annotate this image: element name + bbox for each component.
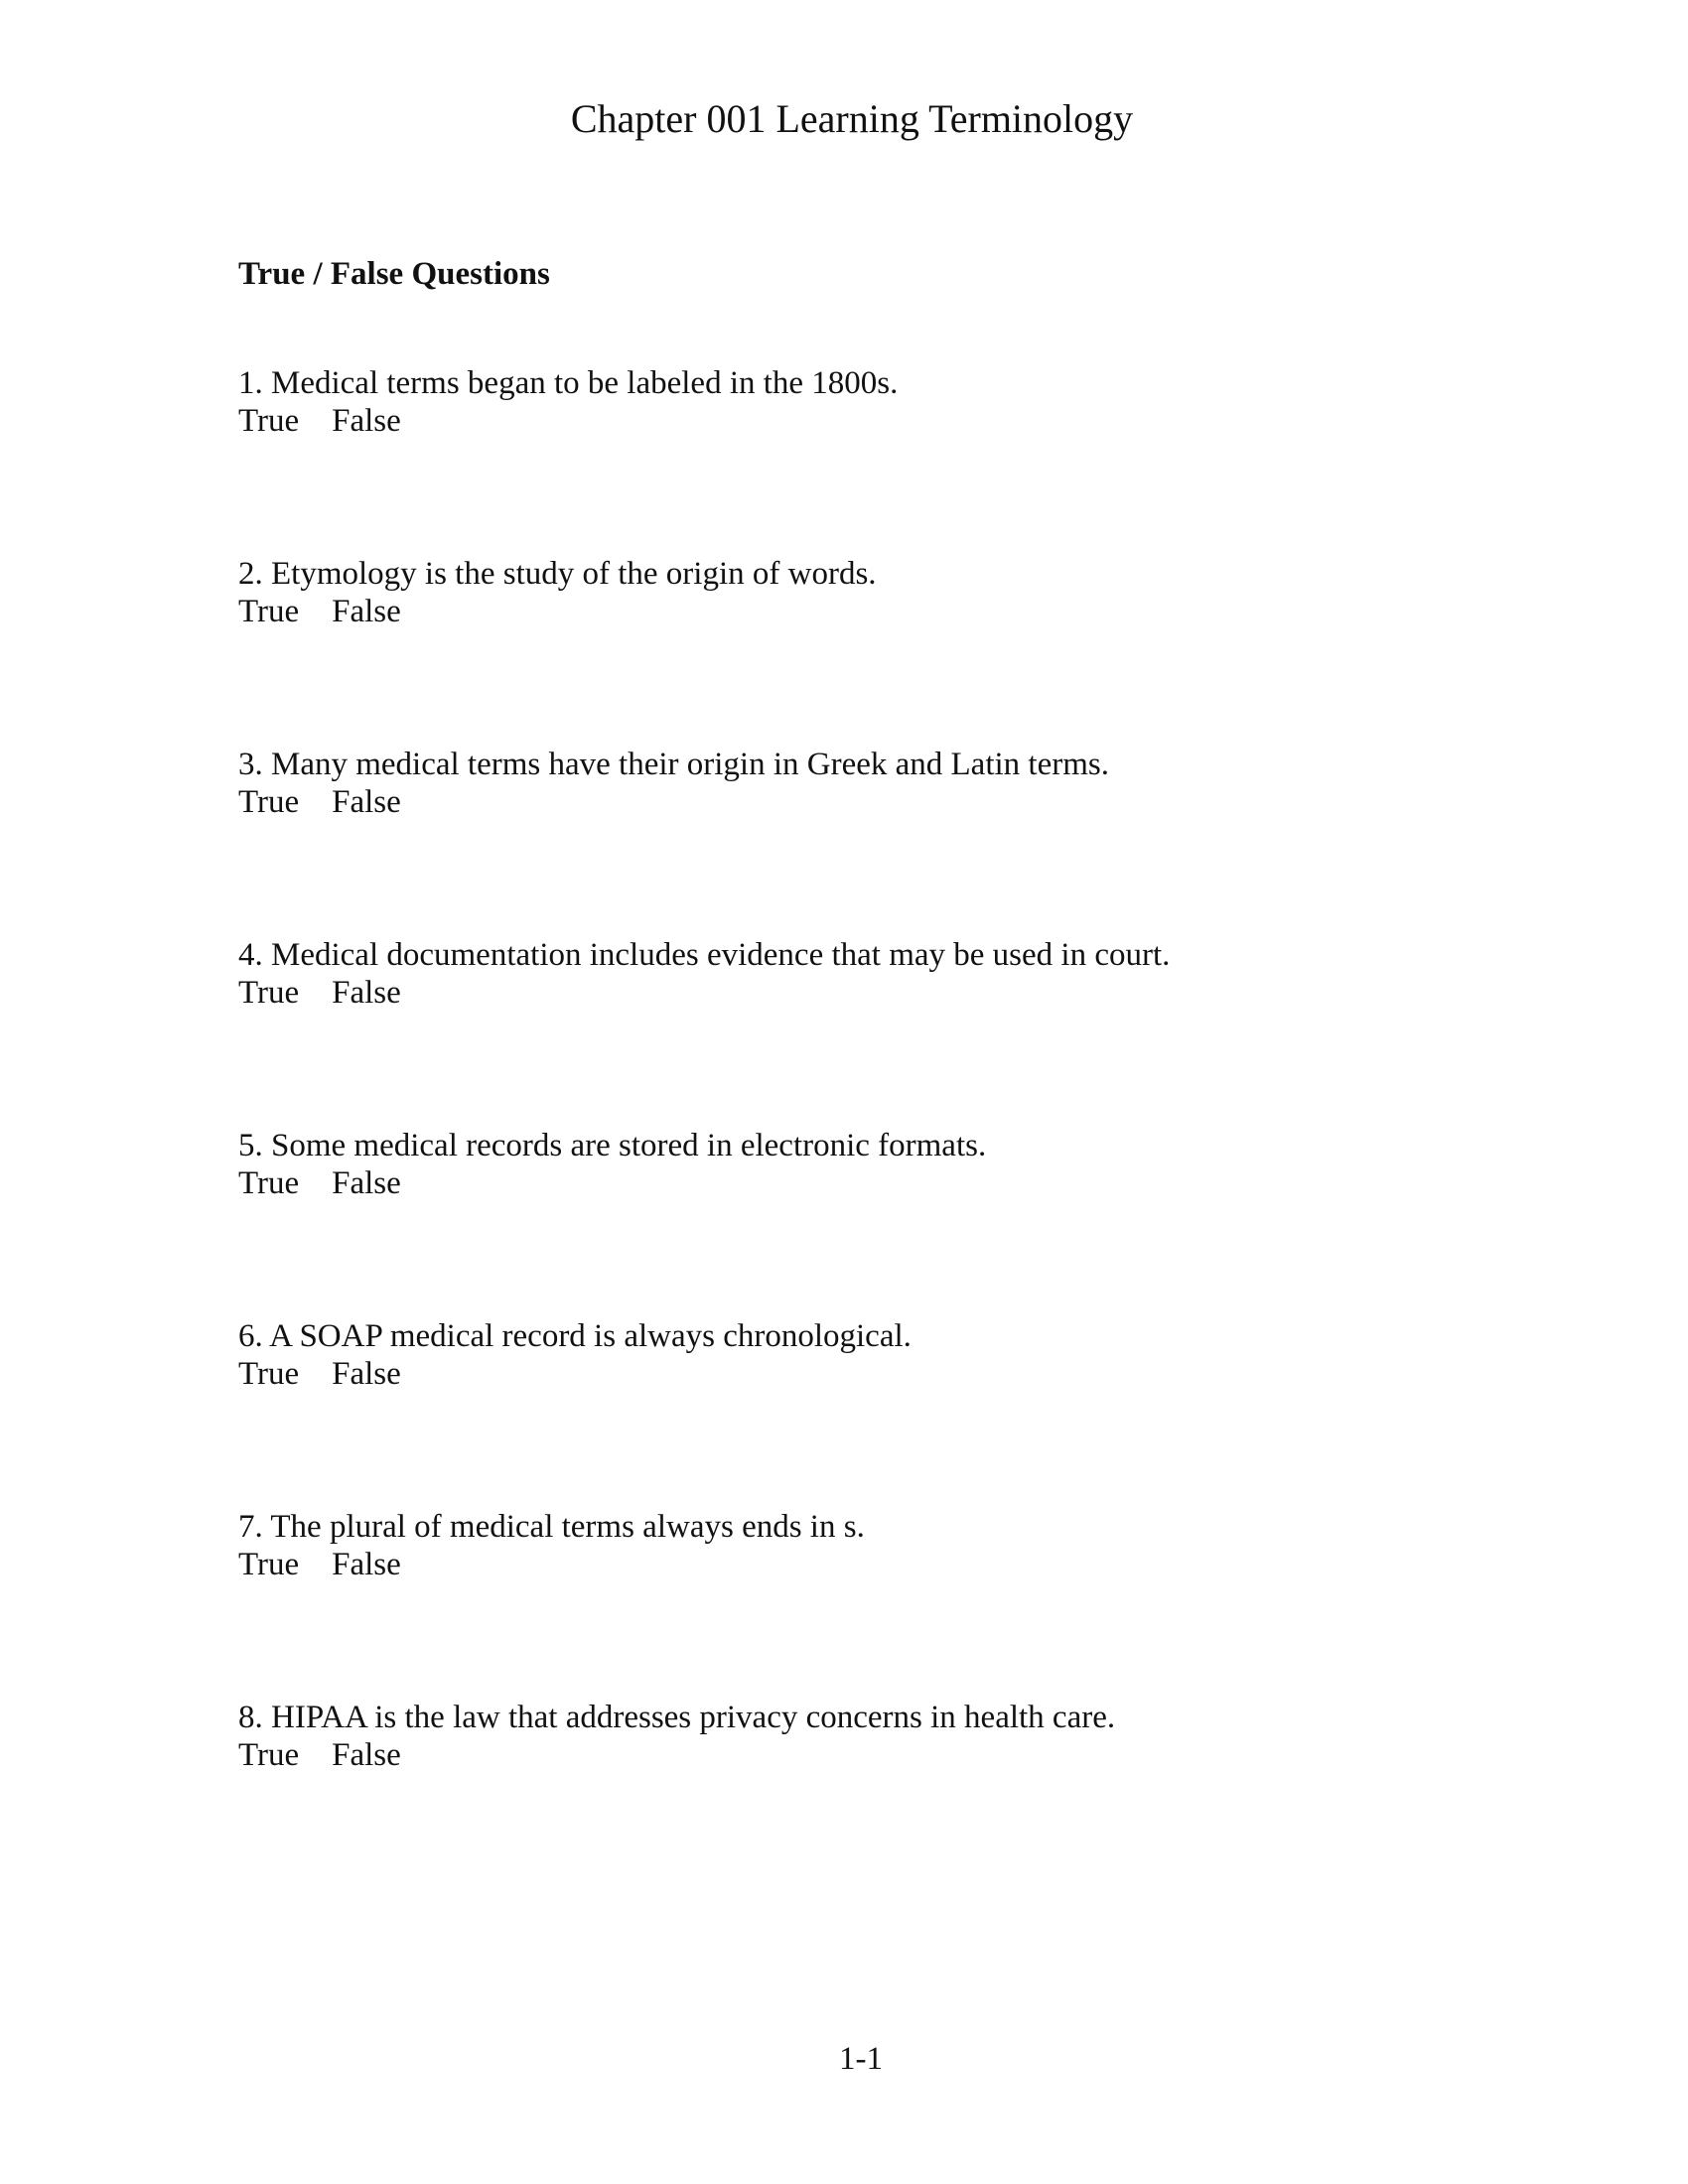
question-text: 3. Many medical terms have their origin in Greek and Latin terms. bbox=[238, 747, 1109, 782]
answer-choices bbox=[238, 1546, 865, 1583]
answer-choices bbox=[238, 783, 1109, 821]
answer-choices bbox=[238, 1736, 1115, 1774]
choice-true[interactable]: True bbox=[238, 1737, 300, 1773]
answer-choices bbox=[238, 402, 898, 440]
question-text: 6. A SOAP medical record is always chronological. bbox=[238, 1318, 912, 1354]
answer-choices bbox=[238, 1164, 986, 1202]
question-5 bbox=[238, 1127, 986, 1202]
question-text: 5. Some medical records are stored in electronic formats. bbox=[238, 1128, 987, 1163]
question-2 bbox=[238, 555, 877, 630]
question-text: 4. Medical documentation includes evidence that may be used in court. bbox=[238, 937, 1171, 973]
question-text: 7. The plural of medical terms always ends in s. bbox=[238, 1509, 865, 1545]
choice-false[interactable]: False bbox=[332, 1356, 401, 1392]
question-text: 1. Medical terms began to be labeled in the 1800s. bbox=[238, 365, 899, 401]
page-number: 1-1 bbox=[839, 2041, 883, 2077]
answer-choices bbox=[238, 1355, 912, 1393]
question-1 bbox=[238, 364, 898, 440]
question-text: 8. HIPAA is the law that addresses privacy concerns in health care. bbox=[238, 1700, 1116, 1735]
question-text: 2. Etymology is the study of the origin of words. bbox=[238, 556, 877, 592]
section-heading: True / False Questions bbox=[238, 256, 550, 292]
choice-false[interactable]: False bbox=[332, 1737, 401, 1773]
page-title: Chapter 001 Learning Terminology bbox=[570, 96, 1134, 141]
question-4 bbox=[238, 936, 1170, 1012]
choice-true[interactable]: True bbox=[238, 975, 300, 1011]
choice-true[interactable]: True bbox=[238, 594, 300, 629]
choice-true[interactable]: True bbox=[238, 1547, 300, 1582]
choice-true[interactable]: True bbox=[238, 403, 300, 439]
answer-choices bbox=[238, 593, 877, 630]
choice-false[interactable]: False bbox=[332, 594, 401, 629]
choice-false[interactable]: False bbox=[332, 1165, 401, 1201]
question-7 bbox=[238, 1508, 865, 1583]
choice-true[interactable]: True bbox=[238, 1356, 300, 1392]
choice-true[interactable]: True bbox=[238, 1165, 300, 1201]
answer-choices bbox=[238, 974, 1170, 1012]
choice-false[interactable]: False bbox=[332, 975, 401, 1011]
choice-false[interactable]: False bbox=[332, 1547, 401, 1582]
question-8 bbox=[238, 1699, 1115, 1774]
choice-true[interactable]: True bbox=[238, 784, 300, 820]
choice-false[interactable]: False bbox=[332, 784, 401, 820]
question-3 bbox=[238, 746, 1109, 821]
question-6 bbox=[238, 1317, 912, 1393]
choice-false[interactable]: False bbox=[332, 403, 401, 439]
